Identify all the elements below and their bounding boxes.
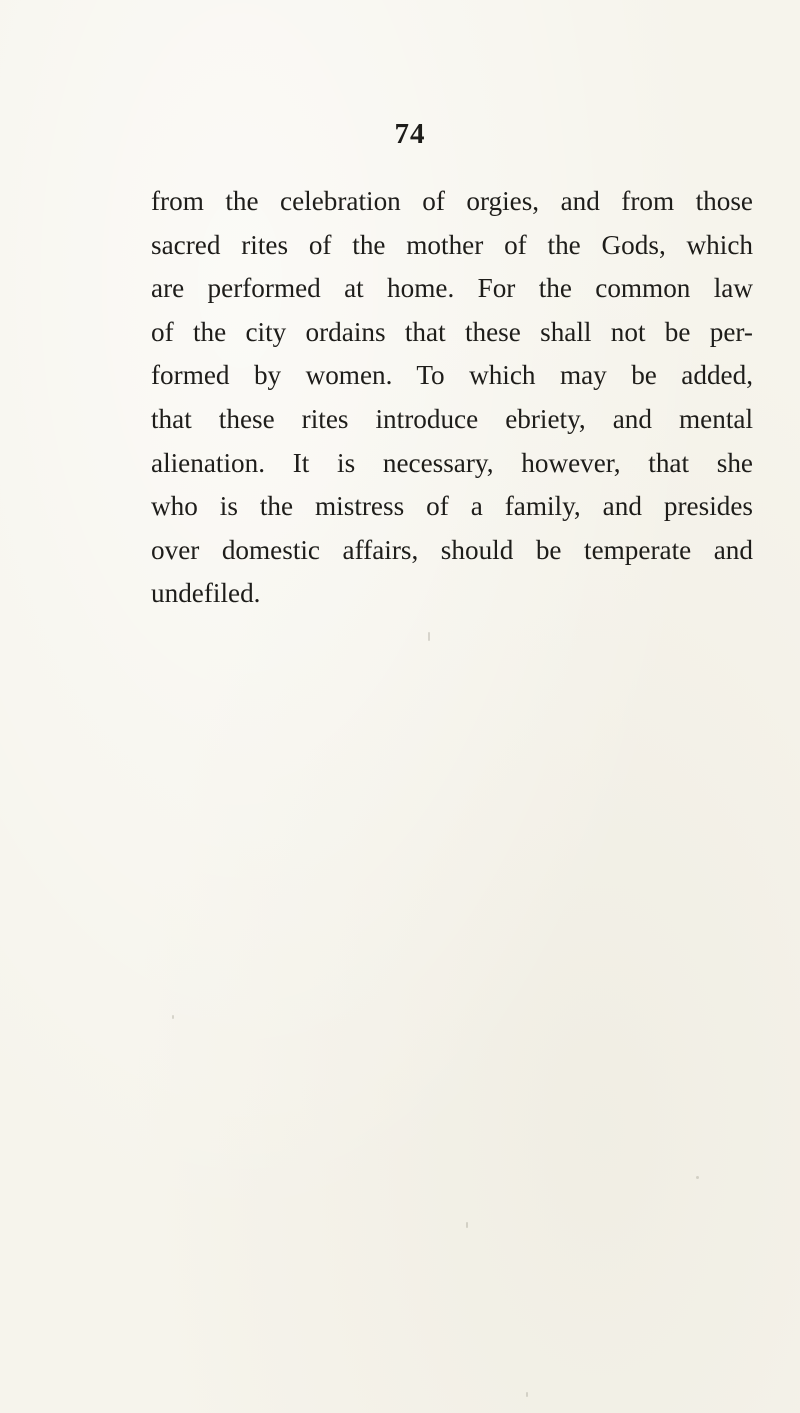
- text-line: are performed at home. For the common law: [151, 273, 753, 304]
- paper-speck: [428, 632, 430, 641]
- text-line: who is the mistress of a family, and presides: [151, 491, 753, 522]
- text-line: undefiled.: [151, 578, 261, 609]
- paper-speck: [466, 1222, 468, 1228]
- paper-speck: [172, 1015, 174, 1019]
- text-line: alienation. It is necessary, however, that she: [151, 447, 753, 478]
- paper-speck: [526, 1392, 528, 1397]
- text-line: of the city ordains that these shall not be per-: [151, 316, 753, 347]
- page-number: 74: [394, 118, 426, 150]
- text-line: formed by women. To which may be added,: [151, 360, 753, 391]
- text-line: sacred rites of the mother of the Gods, which: [151, 229, 753, 260]
- text-line: that these rites introduce ebriety, and mental: [151, 403, 753, 434]
- body-paragraph: [151, 180, 753, 616]
- text-line: from the celebration of orgies, and from those: [151, 186, 753, 216]
- paper-speck: [696, 1176, 699, 1179]
- text-line: over domestic affairs, should be temperate and: [151, 534, 753, 565]
